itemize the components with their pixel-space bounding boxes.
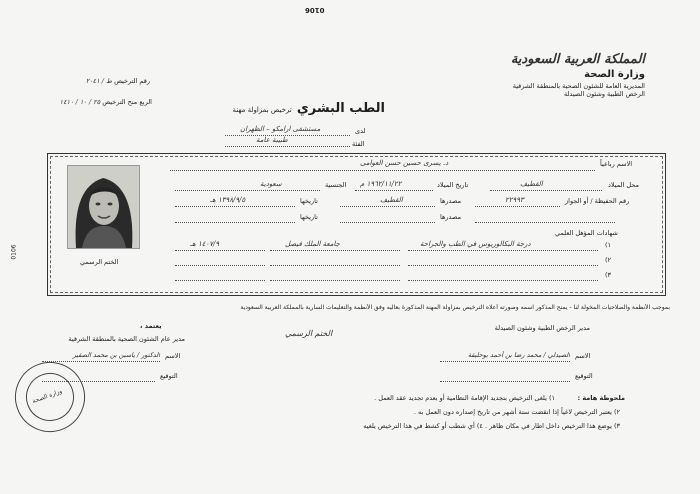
birthplace-value: القطيف <box>520 180 543 188</box>
residence-date-label: تاريخها <box>300 213 318 221</box>
grant-statement: بموجب الأنظمة والصلاحيات المخولة لنا - يمنح المذكور اسمه وصورته أعلاه الترخيص بمزاولة المهنة المذكورة بعاليه وفق الأنظمة والتعليمات السارية بالمملكة العربية السعودية <box>240 304 670 311</box>
to-value: مستشفى ارامكو – الظهران <box>240 125 321 133</box>
license-renewal <box>32 98 152 106</box>
directorate-name: المديرية العامة للشئون الصحية بالمنطقة الشرقية <box>512 82 645 90</box>
nationality-label: الجنسية <box>325 181 347 189</box>
id-source-value: القطيف <box>380 196 403 204</box>
license-title-main: الطب البشري <box>296 101 385 116</box>
name-value: د. يسرى حسين حسن العوامى <box>360 159 449 167</box>
approved-label: يعتمد ، <box>140 322 162 330</box>
id-date-value: ١٣٩٨/٩/٥ هـ <box>210 196 246 204</box>
cert2-num: ٢) <box>605 256 612 264</box>
cert1-source: جامعة الملك فيصل <box>285 240 340 248</box>
birthplace-label: محل الميلاد <box>608 181 639 189</box>
official-stamp-label: الختم الرسمي <box>80 258 119 266</box>
category-label: الفئة <box>352 140 365 148</box>
license-title-prefix: ترخيص بمزاولة مهنة <box>232 106 292 114</box>
license-number-label: رقم الترخيص <box>114 77 150 85</box>
left-name-label: الاسم <box>165 352 181 360</box>
id-label: رقم الحفيظة / أو الجواز <box>565 197 630 205</box>
right-signatory-title: مدير الرخص الطبية وشئون الصيدلة <box>494 324 590 332</box>
birthdate-value: ١٩٦٢/١١/٢٢ م <box>360 180 402 188</box>
id-value: ٢٢٩٩٣ <box>505 196 524 204</box>
license-number <box>60 77 150 85</box>
to-value-specialty: طبيبة عامة <box>256 136 288 144</box>
certs-label: شهادات المؤهل العلمي <box>555 229 618 237</box>
cert1-date: ١٤٠٧/٩ هـ <box>190 240 220 248</box>
header-right <box>445 52 645 98</box>
renewal-value: ٢٥ / ١٠ / ١٤١٠ <box>59 98 101 106</box>
note-1: ١) يلغى الترخيص بتجديد الإقامة النظامية أو بعدم تجديد عقد العمل . <box>374 394 555 402</box>
right-name-value: الصيدلي / محمد رضا بن أحمد بوحليقة <box>467 351 570 359</box>
right-sign-label: التوقيع <box>575 372 593 380</box>
id-source-label: مصدرها <box>440 197 462 205</box>
left-sign-label: التوقيع <box>160 372 178 380</box>
note-3: ٣) يوضع هذا الترخيص داخل اطار في مكان ظاهر . ٤) أي شطب أو كشط في هذا الترخيص يلغيه <box>363 422 620 430</box>
cert1-value: درجة البكالوريوس في الطب والجراحة <box>420 240 531 248</box>
top-archive-number: 0106 <box>305 6 325 14</box>
cert1-num: ١) <box>605 241 612 249</box>
id-date-label: تاريخها <box>300 197 318 205</box>
side-archive-number: 0106 <box>10 244 18 260</box>
birthdate-label: تاريخ الميلاد <box>437 181 469 189</box>
kingdom-name: المملكة العربية السعودية <box>510 52 645 67</box>
applicant-photo <box>67 165 140 249</box>
stamp-text: وزارة الصحة <box>31 387 64 406</box>
note-2: ٢) يعتبر الترخيص لاغياً إذا انقضت ستة أشهر من تاريخ إصداره دون العمل به . <box>413 408 620 416</box>
data-box-inner <box>50 156 663 293</box>
cert3-num: ٣) <box>605 271 612 279</box>
ministry-ink-stamp <box>5 352 95 442</box>
to-label: لدى <box>355 127 366 135</box>
right-name-label: الاسم <box>575 352 591 360</box>
residence-source-label: مصدرها <box>440 213 462 221</box>
name-label: الاسم رباعياً <box>600 160 633 168</box>
left-name-value: الدكتور / ياسين بن محمد الصقير <box>72 351 160 359</box>
left-signatory-title: مدير عام الشئون الصحية بالمنطقة الشرقية <box>68 335 185 343</box>
notes-heading: ملحوظة هامة : <box>577 394 625 402</box>
nationality-value: سعودية <box>260 180 282 188</box>
license-number-value: ط / ٢٠٤١ <box>85 77 112 85</box>
department-name: الرخص الطبية وشئون الصيدلة <box>563 90 645 98</box>
license-title <box>205 97 385 116</box>
ministry-name: وزارة الصحة <box>584 69 645 80</box>
renewal-label: الربع منح الترخيص <box>102 98 152 106</box>
center-official-stamp: الختم الرسمي <box>285 329 333 338</box>
